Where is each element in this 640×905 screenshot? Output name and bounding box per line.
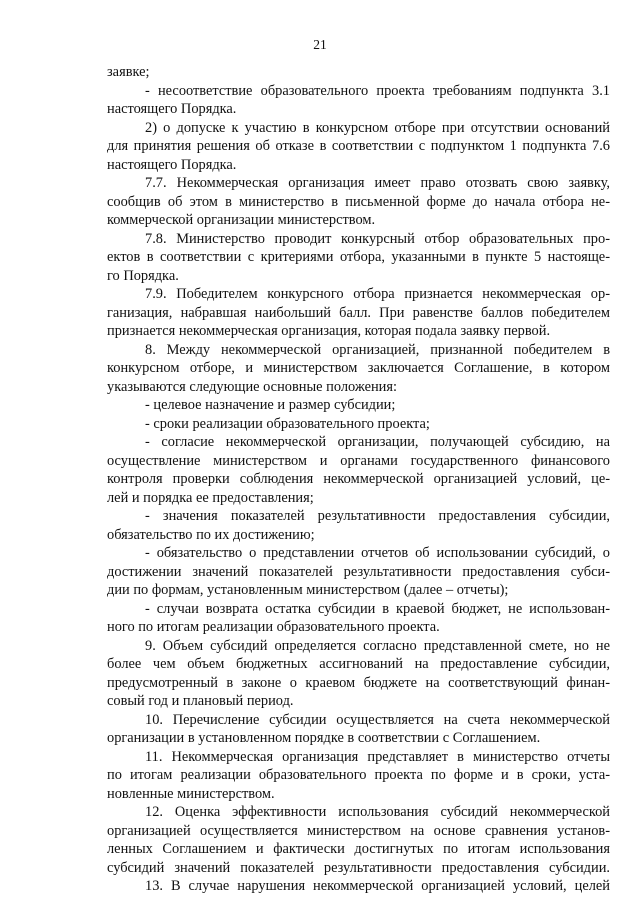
text-line: субсидий значений показателей результативности предоставления субсидии. (107, 859, 610, 876)
text-line: настоящего Порядка. (107, 101, 237, 117)
document-body (107, 63, 610, 896)
text-line: организации в установленном порядке в соответствии с Соглашением. (107, 730, 541, 746)
text-line: 9. Объем субсидий определяется согласно представленной смете, но не (145, 637, 610, 654)
text-line: 12. Оценка эффективности использования субсидий некоммерческой (145, 804, 610, 820)
text-line: 11. Некоммерческая организация представляет в министерство отчеты (145, 748, 610, 765)
text-line: дии по формам, установленным министерством (далее – отчеты); (107, 582, 509, 598)
text-line: для принятия решения об отказе в соответствии с подпунктом 1 подпункта 7.6 (107, 138, 610, 154)
text-line: 7.9. Победителем конкурсного отбора признается некоммерческая ор- (145, 286, 610, 302)
text-line: коммерческой организации министерством. (107, 212, 376, 228)
page-number: 21 (313, 37, 327, 52)
text-line: признается некоммерческая организация, которая подала заявку первой. (107, 323, 551, 339)
text-line: настоящего Порядка. (107, 156, 237, 173)
text-line: сообщив об этом в министерство в письменной форме до начала отбора не- (107, 193, 610, 210)
text-line: го Порядка. (107, 267, 179, 284)
text-line: 7.8. Министерство проводит конкурсный отбор образовательных про- (145, 230, 610, 247)
text-line: 2) о допуске к участию в конкурсном отборе при отсутствии оснований (145, 119, 610, 136)
text-line: ного по итогам реализации образовательного проекта. (107, 619, 440, 635)
text-line: организацией осуществляется министерством на основе сравнения установ- (107, 822, 610, 839)
text-line: - сроки реализации образовательного проекта; (145, 415, 430, 432)
text-line: 13. В случае нарушения некоммерческой организацией условий, целей (145, 878, 610, 894)
text-line: указываются следующие основные положения: (107, 378, 398, 395)
text-line: ектов в соответствии с критериями отбора, указанными в пункте 5 настояще- (107, 249, 610, 265)
text-line: ганизация, набравшая наибольший балл. При равенстве баллов победителем (107, 304, 610, 321)
text-line: - согласие некоммерческой организации, получающей субсидию, на (145, 434, 610, 450)
text-line: обязательство по их достижению; (107, 526, 315, 543)
text-line: заявке; (107, 64, 150, 80)
text-line: предусмотренный в законе о краевом бюджете на соответствующий финан- (107, 674, 610, 691)
text-line: - целевое назначение и размер субсидии; (145, 397, 396, 413)
text-line: - значения показателей результативности предоставления субсидии, (145, 508, 610, 524)
text-line: ленных Соглашением и фактически достигнутых по итогам использования (107, 841, 610, 857)
text-line: - несоответствие образовательного проекта требованиям подпункта 3.1 (145, 82, 610, 99)
text-line: более чем объем бюджетных ассигнований на предоставление субсидии, (107, 656, 610, 672)
text-line: контроля проверки соблюдения некоммерческой организацией условий, це- (107, 471, 610, 487)
text-line: совый год и плановый период. (107, 693, 294, 709)
text-line: - обязательство о представлении отчетов об использовании субсидий, о (145, 545, 610, 561)
text-line: осуществление министерством и органами государственного финансового (107, 452, 610, 469)
text-line: 7.7. Некоммерческая организация имеет право отозвать свою заявку, (145, 175, 610, 191)
text-line: 10. Перечисление субсидии осуществляется на счета некоммерческой (145, 711, 610, 728)
text-line: конкурсном отборе, и министерством заключается Соглашение, в котором (107, 360, 610, 376)
text-line: - случаи возврата остатка субсидии в краевой бюджет, не использован- (145, 600, 610, 617)
text-line: по итогам реализации образовательного проекта по форме и в сроки, уста- (107, 767, 610, 783)
text-line: новленные министерством. (107, 785, 275, 802)
text-line: 8. Между некоммерческой организацией, признанной победителем в (145, 341, 610, 358)
text-line: достижении значений показателей результативности предоставления субси- (107, 563, 610, 580)
text-line: лей и порядка ее предоставления; (107, 489, 314, 506)
